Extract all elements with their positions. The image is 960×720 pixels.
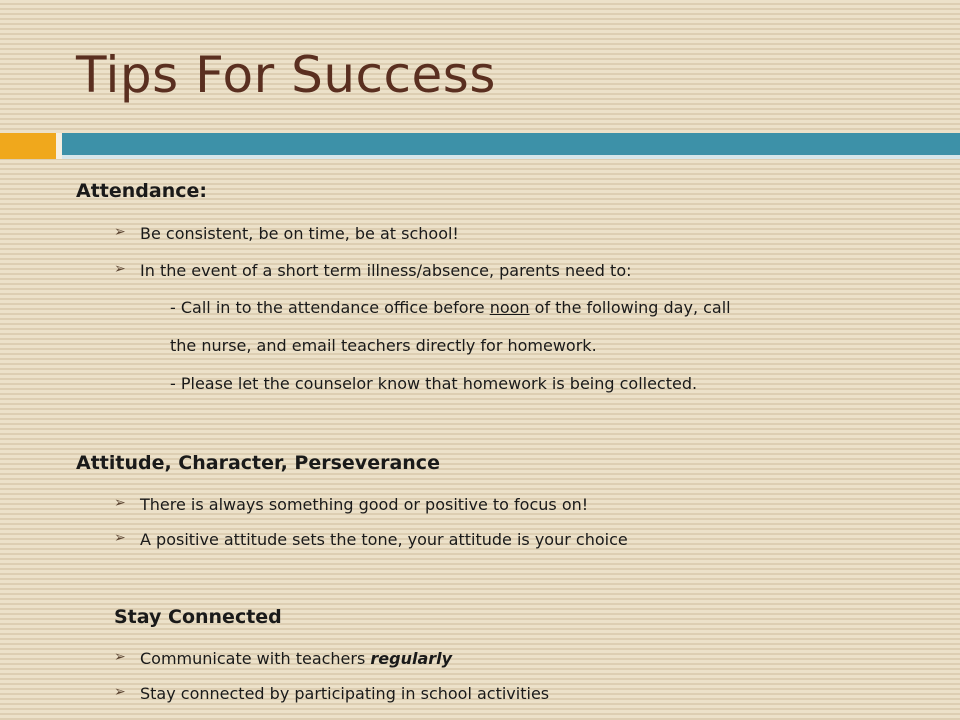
bullet-text: In the event of a short term illness/absence, parents need to: xyxy=(140,261,632,280)
attendance-heading: Attendance: xyxy=(76,180,207,202)
arrow-bullet-icon: ➢ xyxy=(114,495,126,511)
sub-text: - Call in to the attendance office before xyxy=(170,298,490,317)
underlined-text: noon xyxy=(489,298,530,317)
bullet-text: Be consistent, be on time, be at school! xyxy=(140,224,459,243)
bullet-text: A positive attitude sets the tone, your attitude is your choice xyxy=(140,530,628,549)
arrow-bullet-icon: ➢ xyxy=(114,684,126,700)
attendance-sub-line-1 xyxy=(170,298,731,317)
emphasis-text: regularly xyxy=(370,649,453,668)
attendance-sub-line-3: - Please let the counselor know that homework is being collected. xyxy=(170,374,698,393)
bullet-text: There is always something good or positive to focus on! xyxy=(140,495,589,514)
connected-bullet-1 xyxy=(114,649,452,668)
attendance-sub-line-2: the nurse, and email teachers directly for homework. xyxy=(170,336,597,355)
attitude-bullet-1 xyxy=(114,495,588,514)
bullet-text: Communicate with teachers xyxy=(140,649,371,668)
attendance-bullet-1 xyxy=(114,224,459,243)
attitude-bullet-2 xyxy=(114,530,628,549)
connected-heading: Stay Connected xyxy=(114,606,282,628)
arrow-bullet-icon: ➢ xyxy=(114,530,126,546)
arrow-bullet-icon: ➢ xyxy=(114,224,126,240)
sub-text: of the following day, call xyxy=(529,298,731,317)
attitude-heading: Attitude, Character, Perseverance xyxy=(76,452,440,474)
connected-bullet-2 xyxy=(114,684,549,703)
bullet-text: Stay connected by participating in school activities xyxy=(140,684,550,703)
attendance-bullet-2 xyxy=(114,261,632,280)
slide-title: Tips For Success xyxy=(76,46,496,104)
arrow-bullet-icon: ➢ xyxy=(114,261,126,277)
arrow-bullet-icon: ➢ xyxy=(114,649,126,665)
